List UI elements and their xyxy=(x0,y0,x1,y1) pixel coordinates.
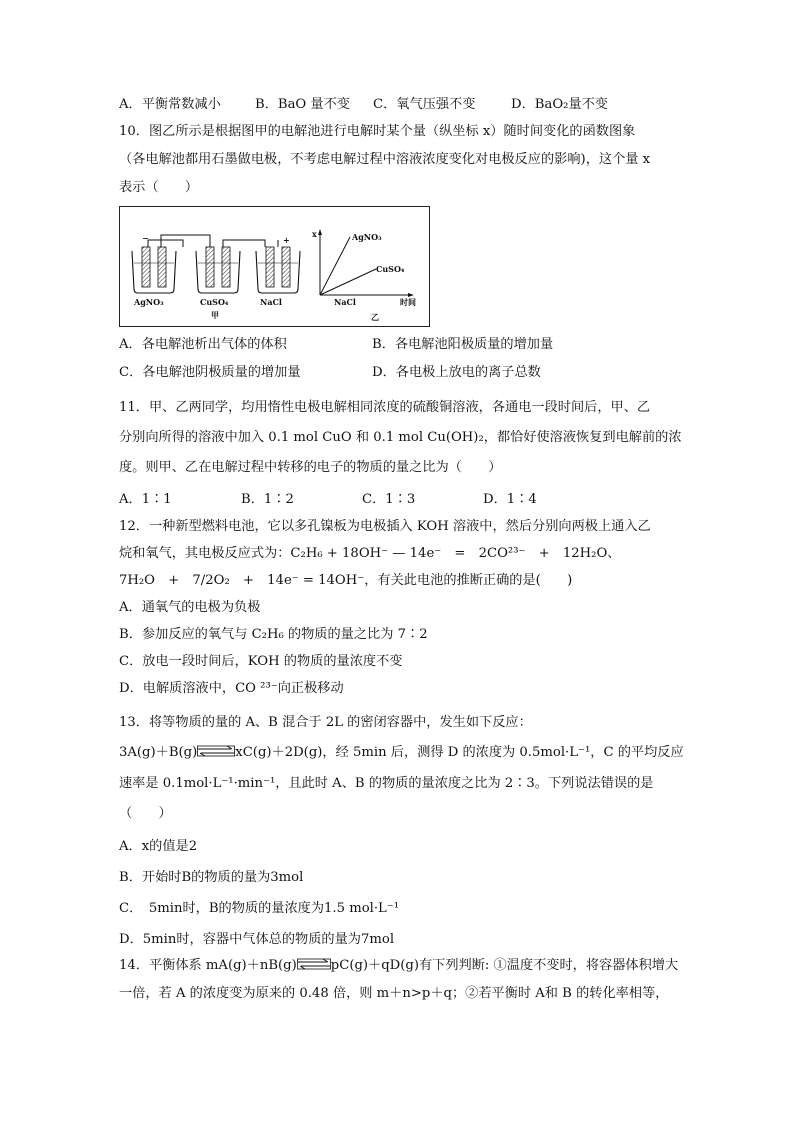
wire-right xyxy=(223,240,265,247)
q13-option-d: D．5min时，容器中气体总的物质的量为7mol xyxy=(119,932,395,947)
graph-x-label: 时间 xyxy=(400,297,416,307)
line-agno3 xyxy=(320,237,350,295)
q12-option-b: B．参加反应的氧气与 C₂H₆ 的物质的量之比为 7∶2 xyxy=(119,627,428,642)
q10-stem-line-1: 10．图乙所示是根据图甲的电解池进行电解时某个量（纵坐标 x）随时间变化的函数图象 xyxy=(119,124,636,139)
beaker-cuso4 xyxy=(196,247,240,293)
q12-option-a: A．通氧气的电极为负极 xyxy=(119,600,261,615)
electrolysis-figure xyxy=(119,206,430,327)
q10-option-a: A．各电解池析出气体的体积 xyxy=(119,337,287,352)
graph-label-cuso4: CuSO₄ xyxy=(376,264,405,274)
q12-stem-line-3: 7H₂O + 7/2O₂ + 14e⁻ = 14OH⁻，有关此电池的推断正确的是( ) xyxy=(119,573,573,588)
beaker-agno3 xyxy=(132,247,176,293)
q9-option-a: A．平衡常数减小 xyxy=(119,97,221,112)
q12-option-d: D．电解质溶液中，CO ²³⁻向正极移动 xyxy=(119,681,344,696)
q9-option-b: B．BaO 量不变 xyxy=(255,97,350,112)
q10-stem-line-3: 表示（ ） xyxy=(119,180,199,195)
label-nacl: NaCl xyxy=(260,297,282,307)
q11-stem-line-3: 度。则甲、乙在电解过程中转移的电子的物质的量之比为（ ） xyxy=(119,460,502,475)
graph-label-agno3: AgNO₃ xyxy=(352,232,382,242)
q10-option-b: B．各电解池阳极质量的增加量 xyxy=(372,337,554,352)
graph-label-nacl: NaCl xyxy=(334,297,356,307)
q14-stem-line-2: 一倍，若 A 的浓度变为原来的 0.48 倍，则 m＋n>p＋q；②若平衡时 A和 B 的转化率相等， xyxy=(119,986,669,1001)
q12-stem-line-1: 12．一种新型燃料电池，它以多孔镍板为电极插入 KOH 溶液中，然后分别向两极上通入乙 xyxy=(119,519,651,534)
q13-stem-line-3: 速率是 0.1mol·L⁻¹·min⁻¹，且此时 A、B 的物质的量浓度之比为 2∶3。下列说法错误的是 xyxy=(119,776,654,791)
q13-equation-right: xC(g)＋2D(g)，经 5min 后，测得 D 的浓度为 0.5mol·L⁻¹，C 的平均反应 xyxy=(235,745,684,760)
q10-option-d: D．各电极上放电的离子总数 xyxy=(372,365,541,380)
beaker-nacl xyxy=(256,247,300,293)
q14-stem-line-1 xyxy=(119,957,678,975)
label-agno3: AgNO₃ xyxy=(134,297,164,307)
minus-sign: − xyxy=(142,233,149,243)
plus-sign: + xyxy=(283,235,290,245)
q12-option-c: C．放电一段时间后，KOH 的物质的量浓度不变 xyxy=(119,654,403,669)
equilibrium-arrow-icon xyxy=(297,958,331,970)
q11-option-b: B．1∶2 xyxy=(241,492,294,507)
q13-stem-line-2 xyxy=(119,744,684,762)
q11-option-c: C．1∶3 xyxy=(362,492,416,507)
label-cuso4: CuSO₄ xyxy=(200,297,229,307)
q11-option-a: A．1∶1 xyxy=(119,492,172,507)
q13-stem-line-4: （ ） xyxy=(119,806,172,821)
q10-option-c: C．各电解池阴极质量的增加量 xyxy=(119,365,301,380)
q13-option-a: A．x的值是2 xyxy=(119,839,198,854)
electrolysis-figure-svg xyxy=(120,207,429,326)
graph-yi xyxy=(312,229,416,322)
q13-stem-line-1: 13．将等物质的量的 A、B 混合于 2L 的密闭容器中，发生如下反应： xyxy=(119,715,532,730)
q12-stem-line-2: 烷和氧气，其电极反应式为：C₂H₆ + 18OH⁻ — 14e⁻ = 2CO²³⁻ + 12H₂O、 xyxy=(119,546,621,561)
q14-equation-right: pC(g)＋qD(g)有下列判断: ①温度不变时，将容器体积增大 xyxy=(330,958,679,973)
q11-option-d: D．1∶4 xyxy=(483,492,537,507)
q13-option-b: B．开始时B的物质的量为3mol xyxy=(119,870,304,885)
line-cuso4 xyxy=(320,269,376,295)
q13-equation-left: 3A(g)＋B(g) xyxy=(119,745,198,760)
q9-option-d: D．BaO₂量不变 xyxy=(511,97,608,112)
wire-left xyxy=(148,240,183,247)
q14-equation-left: 14．平衡体系 mA(g)＋nB(g) xyxy=(119,958,297,973)
wire-top xyxy=(161,235,210,247)
caption-jia: 甲 xyxy=(211,310,219,320)
graph-y-label: x xyxy=(312,229,317,239)
caption-yi: 乙 xyxy=(371,312,379,322)
q10-stem-line-2: （各电解池都用石墨做电极，不考虑电解过程中溶液浓度变化对电极反应的影响)，这个量 x xyxy=(119,152,651,167)
q13-option-c: C． 5min时，B的物质的量浓度为1.5 mol·L⁻¹ xyxy=(119,901,400,916)
q9-option-c: C．氧气压强不变 xyxy=(373,97,476,112)
q11-stem-line-2: 分别向所得的溶液中加入 0.1 mol CuO 和 0.1 mol Cu(OH)₂，都恰好使溶液恢复到电解前的浓 xyxy=(119,430,682,445)
q11-stem-line-1: 11．甲、乙两同学，均用惰性电极电解相同浓度的硫酸铜溶液，各通电一段时间后，甲、乙 xyxy=(119,400,651,415)
equilibrium-arrow-icon xyxy=(197,745,235,757)
